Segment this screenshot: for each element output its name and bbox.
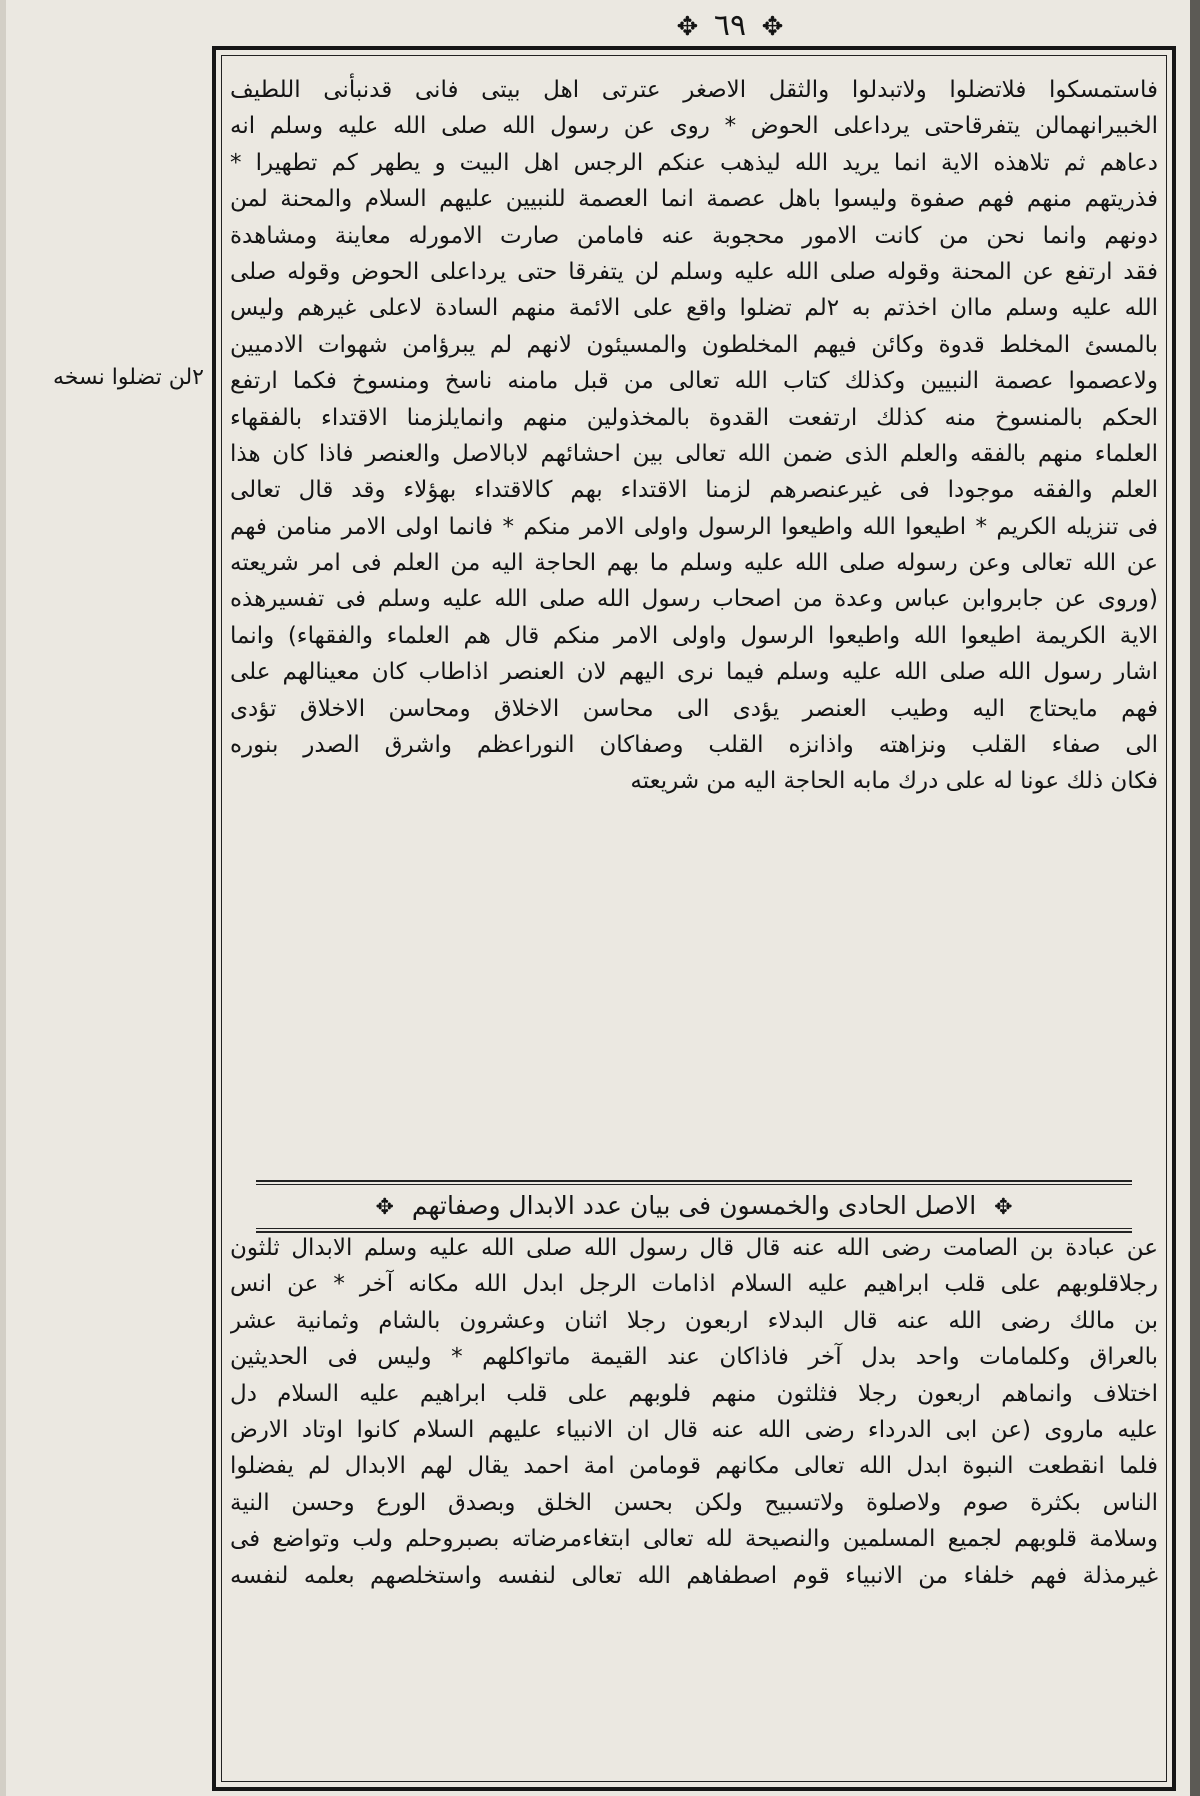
text-line: غيرمذلة فهم خلفاء من الانبياء قوم اصطفاهم الله تعالى لنفسه واستخلصهم بعلمه لنفسه [230, 1562, 1158, 1589]
heading-divider-top [256, 1180, 1132, 1182]
text-line: وسلامة قلوبهم لجميع المسلمين والنصيحة لله تعالى ابتغاءمرضاته بصبروحلم ولب وتواضع فى [230, 1526, 1158, 1553]
text-line: فقد ارتفع عن المحنة وقوله صلى الله عليه وسلم لن يتفرقا حتى يرداعلى الحوض وقوله صلى [230, 258, 1158, 285]
text-line: فى تنزيله الكريم * اطيعوا الله واطيعوا الرسول واولى الامر منكم * فانما اولى الامر منامن فهم [230, 513, 1158, 540]
page-left-edge [0, 0, 6, 1796]
text-line: بالمسئ المخلط قدوة وكائن فيهم المخلطون والمسيئون لانهم لم يبرؤامن شهوات الادميين [230, 331, 1158, 358]
text-line: العلم والفقه موجودا فى غيرعنصرهم لزمنا الاقتداء بهم كالاقتداء بهؤلاء وقد قال تعالى [230, 477, 1158, 504]
text-line: الناس بكثرة صوم ولاصلوة ولاتسبيح ولكن بحسن الخلق وبصدق الورع وحسن النية [230, 1489, 1158, 1516]
page-number: ٦٩ [713, 8, 747, 43]
text-line: اشار رسول الله صلى الله عليه وسلم فيما نرى اليهم لان العنصر اذاطاب كان معينالهم على [230, 659, 1158, 686]
text-line: دعاهم ثم تلاهذه الاية انما يريد الله ليذهب عنكم الرجس اهل البيت و يطهر كم تطهيرا * [230, 149, 1158, 176]
ornament-icon: ✥ [761, 12, 784, 42]
text-line: فلما انقطعت النبوة ابدل الله تعالى مكانهم قومامن امة احمد يقال لهم الابدال لم يفضلوا [230, 1453, 1158, 1480]
text-line: الله عليه وسلم ماان اخذتم به ٢لم تضلوا واقع على الائمة منهم السادة لاعلى غيرهم وليس [230, 295, 1158, 322]
text-line: الى صفاء القلب ونزاهته واذانزه القلب وصفاكان النوراعظم واشرق الصدر بنوره [230, 732, 1158, 759]
ornament-icon: ✥ [994, 1195, 1013, 1220]
text-line: الاية الكريمة اطيعوا الله واطيعوا الرسول واولى الامر منكم قال هم العلماء والفقهاء) وانما [230, 622, 1158, 649]
text-line: فهم مايحتاج اليه وطيب العنصر يؤدى الى محاسن الاخلاق ومحاسن الاخلاق تؤدى [230, 695, 1158, 722]
text-frame [212, 46, 1176, 1791]
text-line: رجلاقلوبهم على قلب ابراهيم عليه السلام اذامات الرجل ابدل الله مكانه آخر * عن انس [230, 1271, 1158, 1298]
page-right-edge [1190, 0, 1200, 1796]
text-line: عن عبادة بن الصامت رضى الله عنه قال قال رسول الله صلى الله عليه وسلم الابدال ثلثون [230, 1235, 1158, 1261]
text-line: عن الله تعالى وعن رسوله صلى الله عليه وسلم ما بهم الحاجة اليه من العلم فى امر شريعته [230, 550, 1158, 577]
text-line: دونهم وانما نحن من كانت الامور محجوبة عنه فامامن صارت الامورله معاينة ومشاهدة [230, 222, 1158, 249]
text-line: فذريتهم منهم فهم صفوة وليسوا باهل عصمة انما العصمة للنبيين عليهم السلام والمحنة لمن [230, 186, 1158, 213]
text-line: فكان ذلك عونا له على درك مابه الحاجة اليه من شريعته [630, 768, 1158, 795]
text-line: العلماء منهم بالفقه والعلم الذى ضمن الله تعالى بين احشائهم لابالاصل والعنصر فاذا كان هذا [230, 440, 1158, 467]
section-heading-text: الاصل الحادى والخمسون فى بيان عدد الابدال وصفاتهم [411, 1191, 977, 1220]
text-line: بالعراق وكلمامات واحد بدل آخر فاذاكان عند القيمة ماتواكلهم * وليس فى الحديثين [230, 1344, 1158, 1371]
section-text-block [230, 1230, 1158, 1594]
ornament-icon: ✥ [676, 12, 699, 42]
text-line: الخبيرانهمالن يتفرقاحتى يرداعلى الحوض * روى عن رسول الله صلى الله عليه وسلم انه [230, 113, 1158, 140]
text-line: فاستمسكوا فلاتضلوا ولاتبدلوا والثقل الاصغر عترتى اهل بيتى فانى قدنبأنى اللطيف [230, 77, 1158, 103]
section-heading [230, 1186, 1158, 1226]
text-line: (وروى عن جابروابن عباس وعدة من اصحاب رسول الله صلى الله عليه وسلم فى تفسيرهذه [230, 586, 1158, 613]
ornament-icon: ✥ [375, 1195, 394, 1220]
text-line: اختلاف وانماهم اربعون رجلا فثلثون منهم فلوبهم على قلب ابراهيم عليه السلام دل [230, 1380, 1158, 1407]
text-line: الحكم بالمنسوخ منه كذلك ارتفعت القدوة بالمخذولين منهم وانمايلزمنا الاقتداء بالفقهاء [230, 404, 1158, 431]
text-line: ولاعصموا عصمة النبيين وكذلك كتاب الله تعالى من قبل مامنه ناسخ ومنسوخ فكما ارتفع [230, 368, 1158, 395]
text-line: عليه ماروى (عن ابى الدرداء رضى الله عنه قال ان الانبياء عليهم السلام كانوا اوتاد الارض [230, 1416, 1158, 1443]
page-number-header [640, 8, 820, 43]
heading-divider-top-thin [256, 1184, 1132, 1185]
text-line: بن مالك رضى الله عنه قال البدلاء اربعون رجلا اثنان وعشرون بالشام وثمانية عشر [230, 1307, 1158, 1334]
main-text-block [230, 72, 1158, 800]
heading-divider-bottom-thin [256, 1228, 1132, 1229]
margin-note: ٢لن تضلوا نسخه [53, 365, 204, 390]
